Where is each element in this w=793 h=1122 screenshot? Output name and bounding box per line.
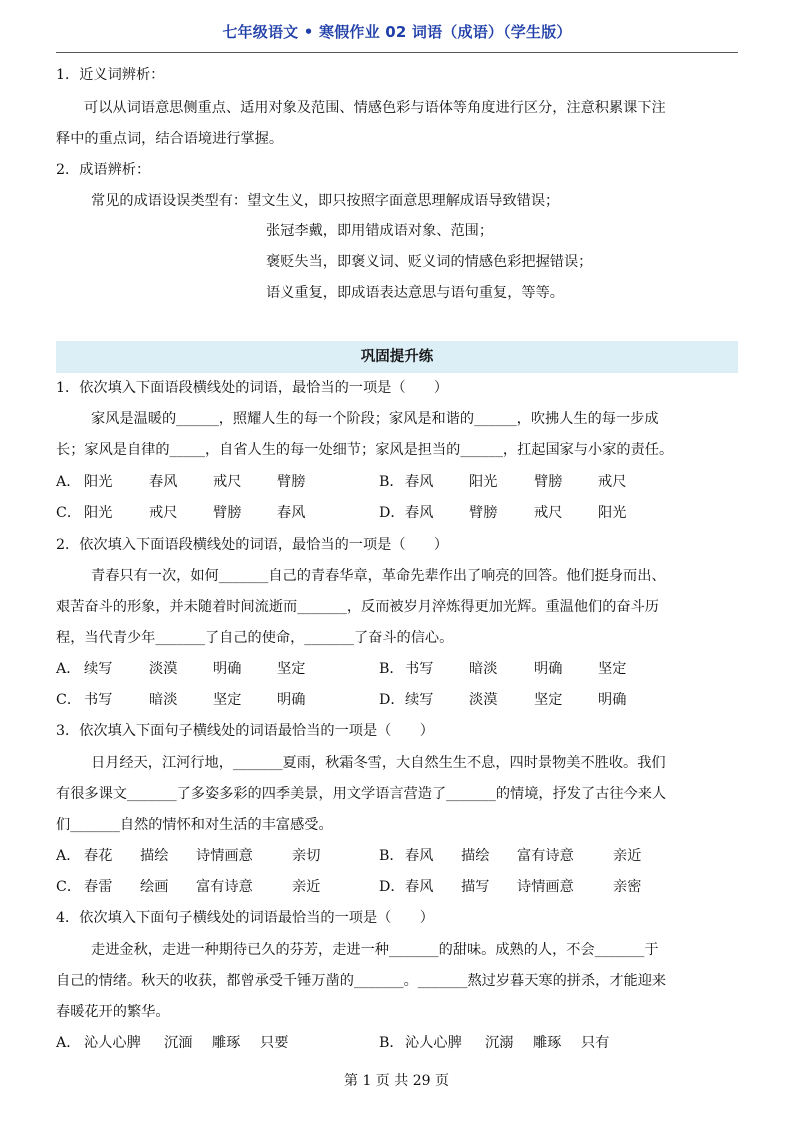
option-label: A． xyxy=(56,1035,81,1051)
option-word: 描绘 xyxy=(140,848,169,864)
option-word: 春风 xyxy=(405,848,434,864)
option-word: 明确 xyxy=(598,692,627,708)
question-4-option-b[interactable] xyxy=(379,1032,610,1054)
question-2-passage-line: 程，当代青少年_______了自己的使命，_______了奋斗的信心。 xyxy=(56,630,454,646)
option-word: 书写 xyxy=(84,692,113,708)
question-2-option-b[interactable] xyxy=(379,658,627,680)
section-title: 巩固提升练 xyxy=(360,349,434,365)
option-word: 坚定 xyxy=(534,692,563,708)
option-word: 诗情画意 xyxy=(196,848,253,864)
option-word: 春风 xyxy=(405,879,434,895)
option-word: 坚定 xyxy=(277,661,306,677)
option-word: 沉溺 xyxy=(485,1035,514,1051)
option-word: 阳光 xyxy=(84,505,113,521)
option-word: 春雷 xyxy=(84,879,113,895)
question-2-stem: 2．依次填入下面语段横线处的词语，最恰当的一项是（ ） xyxy=(56,537,449,553)
option-word: 只要 xyxy=(260,1035,289,1051)
option-word: 臂膀 xyxy=(534,474,563,490)
option-word: 春风 xyxy=(405,505,434,521)
knowledge-item-1-body: 可以从词语意思侧重点、适用对象及范围、情感色彩与语体等角度进行区分，注意积累课下注 xyxy=(84,100,666,116)
knowledge-item-2-line-2: 张冠李戴，即用错成语对象、范围； xyxy=(266,223,494,239)
question-1-passage-line: 家风是温暖的______，照耀人生的每一个阶段；家风是和谐的______，吹拂人生的每一步成 xyxy=(91,411,659,427)
option-word: 亲密 xyxy=(613,879,642,895)
question-3-option-d[interactable] xyxy=(379,876,642,898)
question-2-option-c[interactable] xyxy=(56,689,306,711)
section-heading xyxy=(56,341,738,373)
option-word: 春花 xyxy=(84,848,113,864)
option-word: 明确 xyxy=(534,661,563,677)
option-word: 戒尺 xyxy=(598,474,627,490)
knowledge-item-2-line-3: 褒贬失当，即褒义词、贬义词的情感色彩把握错误； xyxy=(266,254,593,270)
option-word: 沁人心脾 xyxy=(405,1035,462,1051)
option-word: 书写 xyxy=(405,661,434,677)
option-word: 春风 xyxy=(405,474,434,490)
option-word: 续写 xyxy=(84,661,113,677)
option-label: D． xyxy=(379,692,405,708)
option-word: 暗淡 xyxy=(149,692,178,708)
question-1-option-a[interactable] xyxy=(56,471,306,493)
question-4-stem: 4．依次填入下面句子横线处的词语最恰当的一项是（ ） xyxy=(56,910,434,926)
question-3-stem: 3．依次填入下面句子横线处的词语最恰当的一项是（ ） xyxy=(56,723,434,739)
option-word: 沁人心脾 xyxy=(84,1035,141,1051)
option-word: 淡漠 xyxy=(469,692,498,708)
option-label: C． xyxy=(56,879,82,895)
option-word: 绘画 xyxy=(140,879,169,895)
option-label: B． xyxy=(379,661,404,677)
option-word: 淡漠 xyxy=(149,661,178,677)
question-3-option-a[interactable] xyxy=(56,845,321,867)
option-word: 描绘 xyxy=(461,848,490,864)
question-4-option-a[interactable] xyxy=(56,1032,289,1054)
question-2-option-a[interactable] xyxy=(56,658,306,680)
option-word: 坚定 xyxy=(598,661,627,677)
option-word: 阳光 xyxy=(598,505,627,521)
option-label: C． xyxy=(56,692,82,708)
option-word: 臂膀 xyxy=(277,474,306,490)
option-word: 阳光 xyxy=(84,474,113,490)
option-word: 亲近 xyxy=(613,848,642,864)
question-2-passage-line: 青春只有一次，如何_______自己的青春华章，革命先辈作出了响亮的回答。他们挺身而出、 xyxy=(91,568,666,584)
option-word: 明确 xyxy=(277,692,306,708)
question-1-option-b[interactable] xyxy=(379,471,627,493)
knowledge-item-1-title: 1．近义词辨析： xyxy=(56,67,165,83)
question-4-passage-line: 春暖花开的繁华。 xyxy=(56,1004,170,1020)
question-4-passage-line: 走进金秋，走进一种期待已久的芬芳，走进一种_______的甜味。成熟的人，不会_______于 xyxy=(91,942,659,958)
question-3-passage-line: 日月经天，江河行地，_______夏雨，秋霜冬雪，大自然生生不息，四时景物美不胜收。我们 xyxy=(91,755,666,771)
option-word: 春风 xyxy=(149,474,178,490)
question-3-option-c[interactable] xyxy=(56,876,321,898)
question-3-passage-line: 们_______自然的情怀和对生活的丰富感受。 xyxy=(56,817,333,833)
option-label: B． xyxy=(379,474,404,490)
question-1-option-d[interactable] xyxy=(379,502,627,524)
question-2-passage-line: 艰苦奋斗的形象，并未随着时间流逝而_______，反而被岁月淬炼得更加光辉。重温他们的奋斗历 xyxy=(56,599,659,615)
knowledge-item-1-body-cont: 释中的重点词，结合语境进行掌握。 xyxy=(56,131,284,147)
knowledge-item-2-line-1: 常见的成语设误类型有：望文生义，即只按照字面意思理解成语导致错误； xyxy=(91,193,560,209)
option-word: 亲近 xyxy=(292,879,321,895)
option-word: 春风 xyxy=(277,505,306,521)
page-number: 第 1 页 共 29 页 xyxy=(344,1073,449,1089)
option-label: B． xyxy=(379,848,404,864)
option-word: 阳光 xyxy=(469,474,498,490)
document-title: 七年级语文 • 寒假作业 02 词语（成语）（学生版） xyxy=(222,23,572,41)
option-word: 暗淡 xyxy=(469,661,498,677)
knowledge-item-2-line-4: 语义重复，即成语表达意思与语句重复，等等。 xyxy=(266,285,564,301)
option-word: 诗情画意 xyxy=(517,879,574,895)
option-word: 臂膀 xyxy=(213,505,242,521)
option-word: 戒尺 xyxy=(213,474,242,490)
knowledge-item-2-title: 2．成语辨析： xyxy=(56,162,151,178)
option-label: D． xyxy=(379,879,405,895)
question-1-stem: 1．依次填入下面语段横线处的词语，最恰当的一项是（ ） xyxy=(56,380,449,396)
question-3-option-b[interactable] xyxy=(379,845,642,867)
option-word: 亲切 xyxy=(292,848,321,864)
question-4-passage-line: 自己的情绪。秋天的收获，都曾承受千锤万凿的_______。_______熬过岁暮天寒的拼杀，才能迎来 xyxy=(56,973,667,989)
option-word: 只有 xyxy=(581,1035,610,1051)
option-word: 描写 xyxy=(461,879,490,895)
page-header xyxy=(56,16,738,53)
option-word: 明确 xyxy=(213,661,242,677)
option-label: A． xyxy=(56,474,81,490)
option-word: 戒尺 xyxy=(149,505,178,521)
question-3-passage-line: 有很多课文_______了多姿多彩的四季美景，用文学语言营造了_______的情境，抒发了古往今来人 xyxy=(56,786,667,802)
option-word: 坚定 xyxy=(213,692,242,708)
question-1-option-c[interactable] xyxy=(56,502,306,524)
option-word: 富有诗意 xyxy=(196,879,253,895)
option-word: 续写 xyxy=(405,692,434,708)
option-word: 雕琢 xyxy=(212,1035,241,1051)
option-label: A． xyxy=(56,848,81,864)
option-label: C． xyxy=(56,505,82,521)
question-2-option-d[interactable] xyxy=(379,689,627,711)
option-label: A． xyxy=(56,661,81,677)
option-word: 富有诗意 xyxy=(517,848,574,864)
option-word: 臂膀 xyxy=(469,505,498,521)
option-label: D． xyxy=(379,505,405,521)
option-word: 雕琢 xyxy=(533,1035,562,1051)
option-label: B． xyxy=(379,1035,404,1051)
option-word: 戒尺 xyxy=(534,505,563,521)
question-1-passage-line: 长；家风是自律的_____，自省人生的每一处细节；家风是担当的______，扛起国家与小家的责任。 xyxy=(56,442,674,458)
option-word: 沉湎 xyxy=(164,1035,193,1051)
